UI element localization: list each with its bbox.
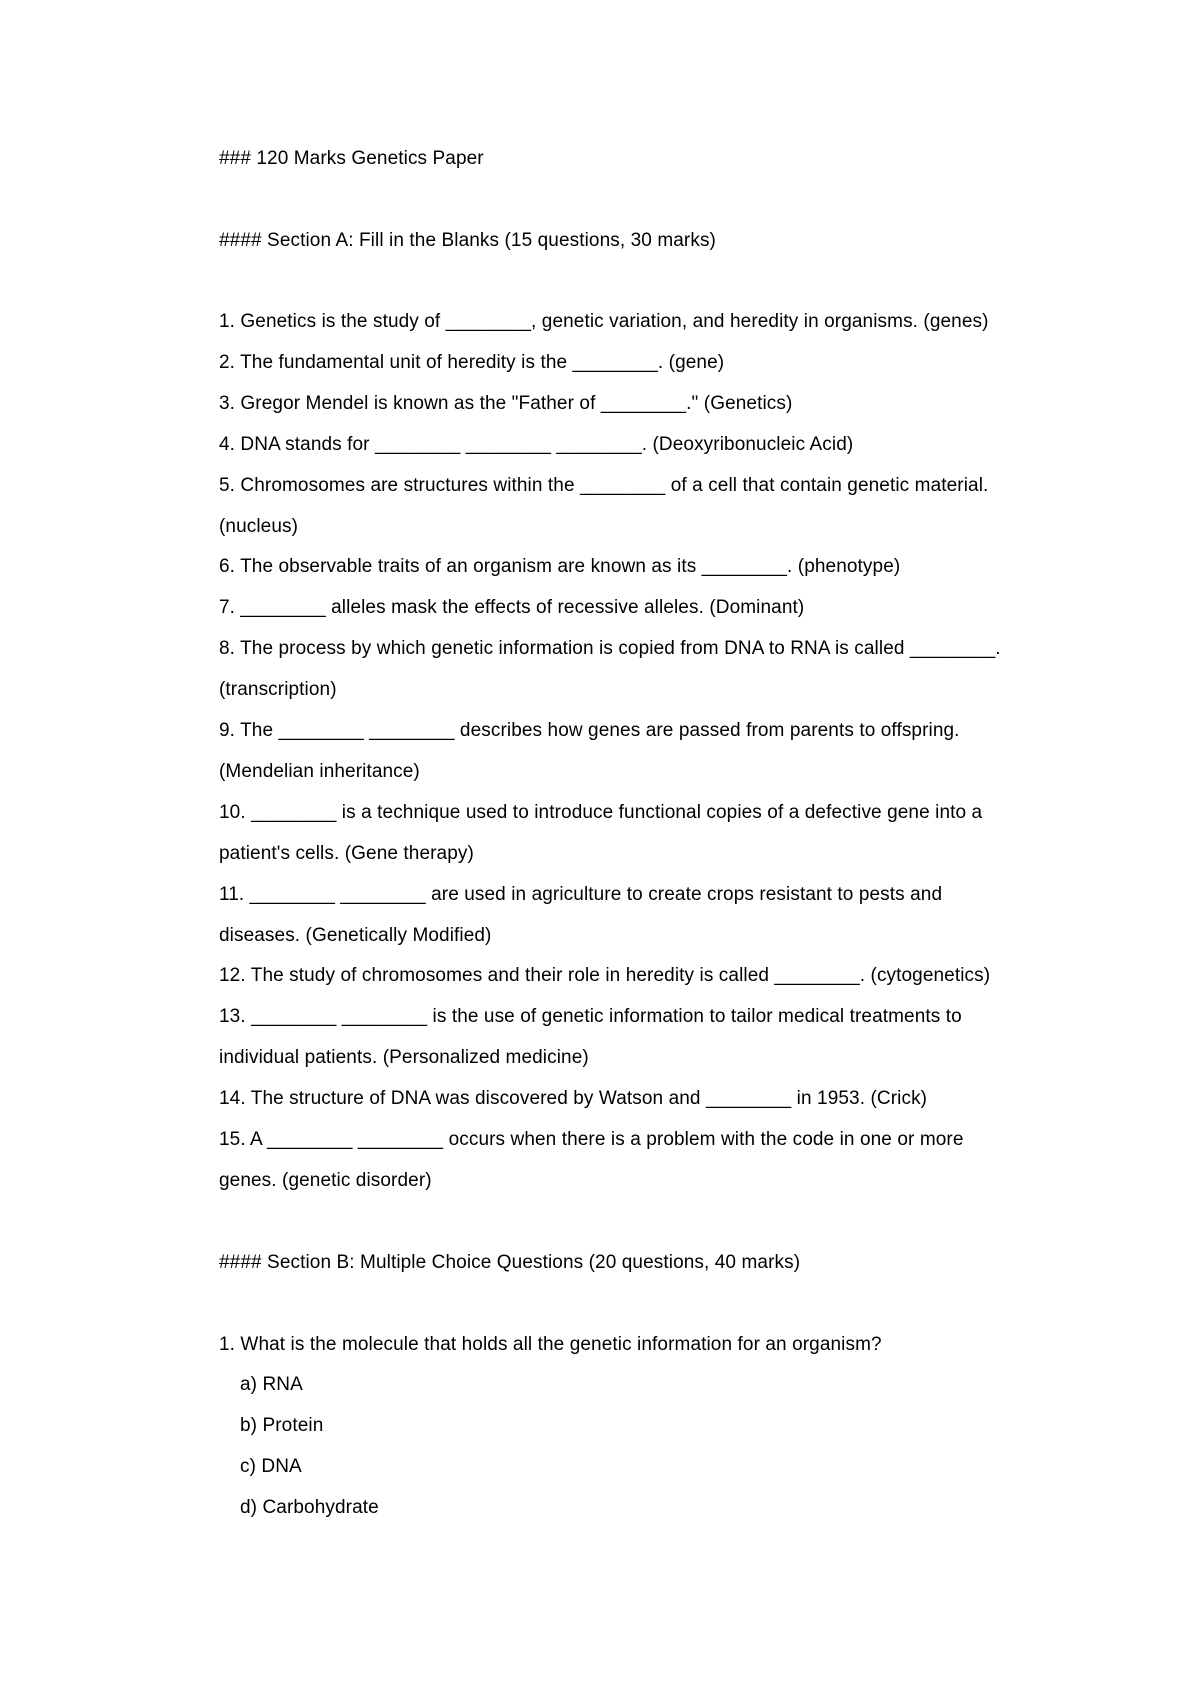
section-a-line: 9. The ________ ________ describes how genes are passed from parents to offspring.	[219, 720, 960, 741]
section-a-line: (Mendelian inheritance)	[219, 761, 420, 782]
section-a-line: diseases. (Genetically Modified)	[219, 925, 492, 946]
section-a-line: 1. Genetics is the study of ________, genetic variation, and heredity in organisms. (genes)	[219, 311, 989, 332]
section-a-line: individual patients. (Personalized medicine)	[219, 1047, 589, 1068]
answer-option: c) DNA	[240, 1456, 302, 1477]
section-a-line: 7. ________ alleles mask the effects of recessive alleles. (Dominant)	[219, 597, 805, 618]
section-a-line: 2. The fundamental unit of heredity is the ________. (gene)	[219, 352, 725, 373]
answer-option: d) Carbohydrate	[240, 1497, 379, 1518]
section-a-line: 11. ________ ________ are used in agriculture to create crops resistant to pests and	[219, 884, 943, 905]
section-a-line: 13. ________ ________ is the use of genetic information to tailor medical treatments to	[219, 1006, 962, 1027]
section-a-heading: #### Section A: Fill in the Blanks (15 questions, 30 marks)	[219, 230, 716, 251]
paper-title: ### 120 Marks Genetics Paper	[219, 148, 484, 169]
section-a-line: 5. Chromosomes are structures within the ________ of a cell that contain genetic material.	[219, 475, 989, 496]
section-a-line: 12. The study of chromosomes and their role in heredity is called ________. (cytogenetics)	[219, 965, 991, 986]
answer-option: a) RNA	[240, 1374, 303, 1395]
section-a-line: 6. The observable traits of an organism are known as its ________. (phenotype)	[219, 556, 901, 577]
section-a-line: patient's cells. (Gene therapy)	[219, 843, 474, 864]
section-a-line: 14. The structure of DNA was discovered by Watson and ________ in 1953. (Crick)	[219, 1088, 928, 1109]
section-a-line: 8. The process by which genetic information is copied from DNA to RNA is called ________.	[219, 638, 1001, 659]
section-a-line: 15. A ________ ________ occurs when there is a problem with the code in one or more	[219, 1129, 964, 1150]
section-a-line: (transcription)	[219, 679, 337, 700]
question-text: 1. What is the molecule that holds all the genetic information for an organism?	[219, 1334, 882, 1355]
section-a-line: 4. DNA stands for ________ ________ ________. (Deoxyribonucleic Acid)	[219, 434, 854, 455]
section-a-line: 3. Gregor Mendel is known as the "Father of ________." (Genetics)	[219, 393, 793, 414]
section-a-line: genes. (genetic disorder)	[219, 1170, 432, 1191]
section-a-line: (nucleus)	[219, 516, 299, 537]
section-a-line: 10. ________ is a technique used to introduce functional copies of a defective gene into a	[219, 802, 983, 823]
answer-option: b) Protein	[240, 1415, 324, 1436]
section-b-heading: #### Section B: Multiple Choice Questions (20 questions, 40 marks)	[219, 1252, 801, 1273]
